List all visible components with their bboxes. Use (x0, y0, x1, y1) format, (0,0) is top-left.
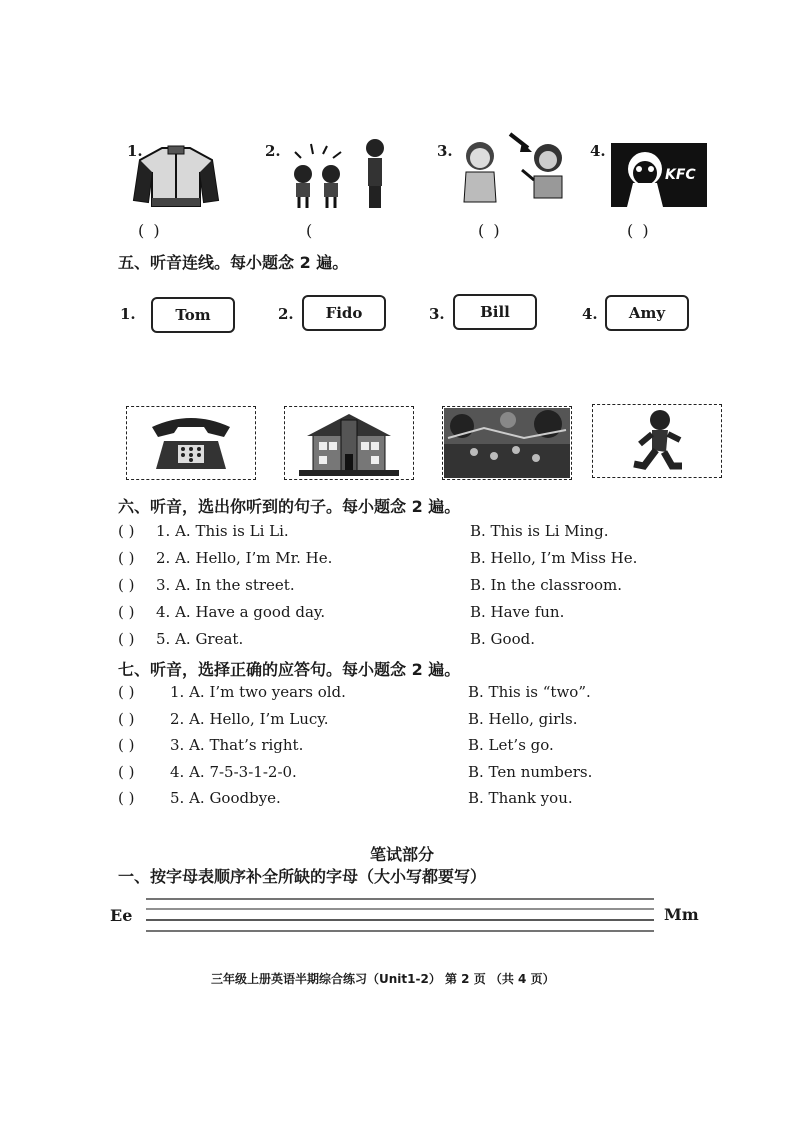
item-number: 2. (278, 305, 294, 323)
introduce-friend-icon (458, 130, 568, 210)
option-b: B. This is “two”. (468, 683, 591, 701)
kfc-logo (611, 143, 707, 207)
option-a: 4. A. Have a good day. (156, 603, 326, 621)
name-label: Tom (175, 306, 211, 324)
answer-paren[interactable]: ( ) (118, 603, 135, 621)
written-part-title: 笔试部分 (370, 845, 435, 864)
answer-paren[interactable]: ( ) (138, 221, 162, 240)
page-footer: 三年级上册英语半期综合练习（Unit1-2） 第 2 页 （共 4 页） (211, 972, 555, 986)
answer-paren[interactable]: ( ) (118, 630, 135, 648)
answer-paren[interactable]: ( ) (118, 683, 135, 701)
option-b: B. In the classroom. (470, 576, 623, 594)
name-box-fido[interactable] (302, 295, 386, 331)
option-b: B. Ten numbers. (468, 763, 593, 781)
kfc-logo-text: KFC (665, 167, 696, 183)
section7-heading: 七、听音，选择正确的应答句。每小题念 2 遍。 (118, 660, 461, 679)
name-box-bill[interactable] (453, 294, 537, 330)
name-box-amy[interactable] (605, 295, 689, 331)
section5-heading: 五、听音连线。每小题念 2 遍。 (118, 253, 349, 272)
option-a: 1. A. This is Li Li. (156, 522, 289, 540)
writing-lines[interactable] (146, 896, 656, 936)
item-number: 3. (429, 305, 445, 323)
item-number: 2. (265, 142, 281, 160)
item-number: 1. (127, 142, 143, 160)
written-section1-heading: 一、按字母表顺序补全所缺的字母（大小写都要写） (118, 867, 487, 886)
people-icon (285, 138, 390, 210)
end-letter: Mm (664, 905, 699, 924)
item-number: 4. (590, 142, 606, 160)
start-letter: Ee (110, 906, 133, 925)
option-b: B. Let’s go. (468, 736, 554, 754)
running-boy-icon[interactable] (592, 404, 722, 478)
answer-paren[interactable]: ( ) (118, 736, 135, 754)
option-b: B. Have fun. (470, 603, 565, 621)
option-a: 2. A. Hello, I’m Mr. He. (156, 549, 333, 567)
answer-paren[interactable]: ( (306, 221, 315, 240)
option-b: B. Good. (470, 630, 535, 648)
option-b: B. Hello, girls. (468, 710, 578, 728)
name-box-tom[interactable] (151, 297, 235, 333)
item-number: 1. (120, 305, 136, 323)
telephone-icon[interactable] (126, 406, 256, 480)
school-building-icon[interactable] (284, 406, 414, 480)
name-label: Amy (628, 304, 666, 322)
option-b: B. This is Li Ming. (470, 522, 609, 540)
answer-paren[interactable]: ( ) (118, 549, 135, 567)
option-a: 4. A. 7-5-3-1-2-0. (170, 763, 297, 781)
option-a: 5. A. Goodbye. (170, 789, 281, 807)
option-b: B. Thank you. (468, 789, 573, 807)
name-label: Fido (325, 304, 363, 322)
answer-paren[interactable]: ( ) (118, 522, 135, 540)
answer-paren[interactable]: ( ) (478, 221, 502, 240)
section6-heading: 六、听音，选出你听到的句子。每小题念 2 遍。 (118, 497, 461, 516)
option-b: B. Hello, I’m Miss He. (470, 549, 638, 567)
option-a: 3. A. That’s right. (170, 736, 304, 754)
answer-paren[interactable]: ( ) (118, 576, 135, 594)
item-number: 4. (582, 305, 598, 323)
name-label: Bill (480, 303, 510, 321)
answer-paren[interactable]: ( ) (118, 763, 135, 781)
park-scene-icon[interactable] (442, 406, 572, 480)
answer-paren[interactable]: ( ) (118, 789, 135, 807)
option-a: 1. A. I’m two years old. (170, 683, 346, 701)
answer-paren[interactable]: ( ) (627, 221, 651, 240)
option-a: 5. A. Great. (156, 630, 244, 648)
option-a: 3. A. In the street. (156, 576, 295, 594)
option-a: 2. A. Hello, I’m Lucy. (170, 710, 329, 728)
answer-paren[interactable]: ( ) (118, 710, 135, 728)
jacket-icon (132, 144, 220, 208)
item-number: 3. (437, 142, 453, 160)
